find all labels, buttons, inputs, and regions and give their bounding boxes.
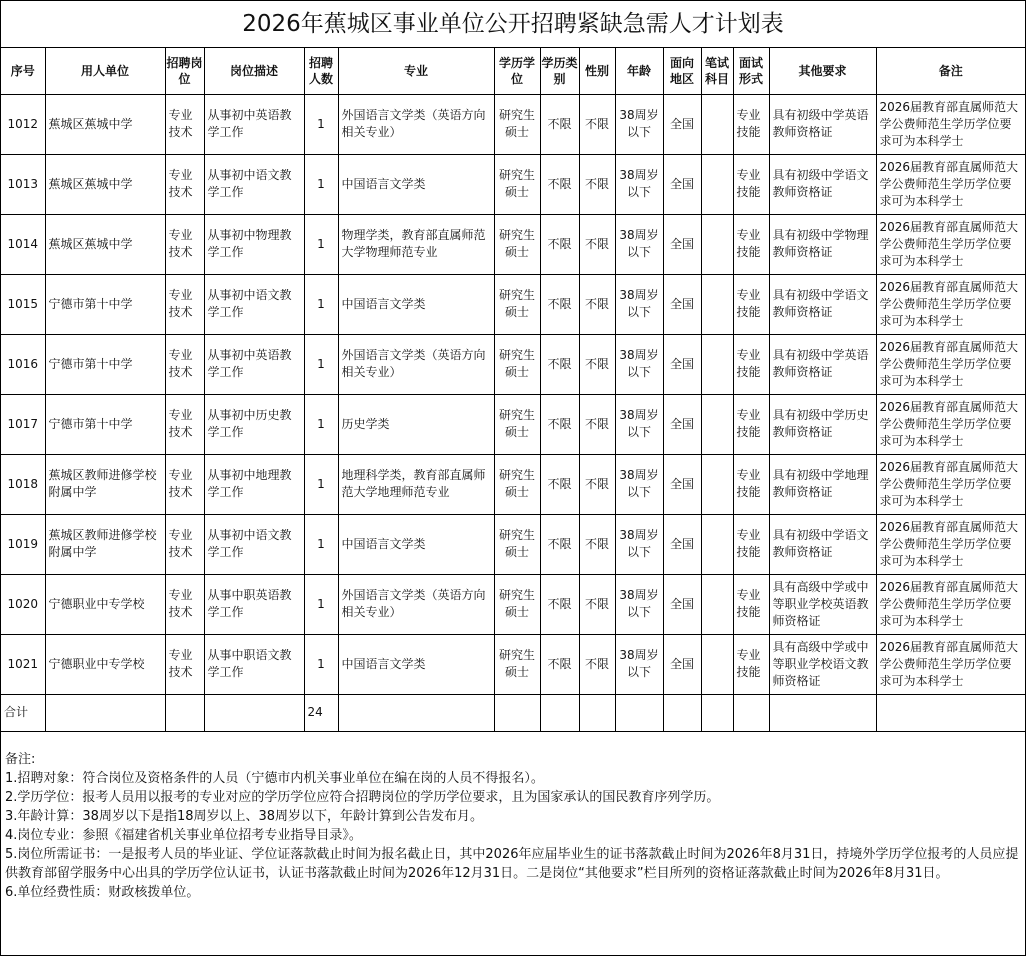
- interview-cell: 专业技能: [733, 214, 769, 274]
- category-cell: 不限: [540, 274, 579, 334]
- region-cell: 全国: [663, 274, 701, 334]
- age-cell: 38周岁以下: [615, 334, 663, 394]
- region-cell: 全国: [663, 394, 701, 454]
- other-cell: 具有初级中学语文教师资格证: [769, 154, 876, 214]
- interview-cell: 专业技能: [733, 274, 769, 334]
- count-cell: 1: [304, 634, 338, 694]
- unit-cell: 蕉城区蕉城中学: [45, 94, 165, 154]
- count-cell: 1: [304, 214, 338, 274]
- desc-cell: 从事初中物理教学工作: [204, 214, 304, 274]
- region-cell: 全国: [663, 154, 701, 214]
- recruitment-table: [1, 48, 1025, 732]
- desc-cell: 从事初中语文教学工作: [204, 514, 304, 574]
- gender-cell: 不限: [579, 154, 615, 214]
- gender-cell: 不限: [579, 634, 615, 694]
- other-cell: 具有初级中学地理教师资格证: [769, 454, 876, 514]
- unit-cell: 蕉城区教师进修学校附属中学: [45, 454, 165, 514]
- age-cell: 38周岁以下: [615, 154, 663, 214]
- degree-cell: 研究生硕士: [494, 394, 540, 454]
- major-cell: 中国语言文学类: [338, 634, 494, 694]
- count-cell: 1: [304, 274, 338, 334]
- other-cell: 具有高级中学或中等职业学校英语教师资格证: [769, 574, 876, 634]
- age-cell: 38周岁以下: [615, 454, 663, 514]
- exam-cell: [701, 514, 733, 574]
- gender-cell: 不限: [579, 94, 615, 154]
- count-cell: 1: [304, 574, 338, 634]
- desc-cell: 从事中职语文教学工作: [204, 634, 304, 694]
- col-header-degree: 学历学位: [494, 48, 540, 94]
- major-cell: 外国语言文学类（英语方向相关专业）: [338, 574, 494, 634]
- desc-cell: 从事初中历史教学工作: [204, 394, 304, 454]
- col-header-other: 其他要求: [769, 48, 876, 94]
- unit-cell: 蕉城区蕉城中学: [45, 214, 165, 274]
- serial-cell: 1019: [1, 514, 45, 574]
- col-header-note: 备注: [876, 48, 1025, 94]
- degree-cell: 研究生硕士: [494, 634, 540, 694]
- note-cell: 2026届教育部直属师范大学公费师范生学历学位要求可为本科学士: [876, 274, 1025, 334]
- note-cell: 2026届教育部直属师范大学公费师范生学历学位要求可为本科学士: [876, 634, 1025, 694]
- degree-cell: 研究生硕士: [494, 454, 540, 514]
- age-cell: 38周岁以下: [615, 214, 663, 274]
- total-count: 24: [304, 694, 338, 731]
- other-cell: 具有高级中学或中等职业学校语文教师资格证: [769, 634, 876, 694]
- gender-cell: 不限: [579, 334, 615, 394]
- note-cell: 2026届教育部直属师范大学公费师范生学历学位要求可为本科学士: [876, 154, 1025, 214]
- serial-cell: 1014: [1, 214, 45, 274]
- table-row: [1, 94, 1025, 154]
- region-cell: 全国: [663, 634, 701, 694]
- degree-cell: 研究生硕士: [494, 94, 540, 154]
- exam-cell: [701, 634, 733, 694]
- col-header-major: 专业: [338, 48, 494, 94]
- degree-cell: 研究生硕士: [494, 514, 540, 574]
- age-cell: 38周岁以下: [615, 274, 663, 334]
- category-cell: 不限: [540, 394, 579, 454]
- total-label: 合计: [1, 694, 45, 731]
- post-cell: 专业技术: [165, 154, 204, 214]
- notes-section: [1, 732, 1025, 902]
- table-row: [1, 394, 1025, 454]
- major-cell: 中国语言文学类: [338, 274, 494, 334]
- serial-cell: 1021: [1, 634, 45, 694]
- col-header-count: 招聘人数: [304, 48, 338, 94]
- post-cell: 专业技术: [165, 394, 204, 454]
- region-cell: 全国: [663, 214, 701, 274]
- degree-cell: 研究生硕士: [494, 214, 540, 274]
- degree-cell: 研究生硕士: [494, 334, 540, 394]
- interview-cell: 专业技能: [733, 154, 769, 214]
- age-cell: 38周岁以下: [615, 634, 663, 694]
- table-row: [1, 274, 1025, 334]
- gender-cell: 不限: [579, 274, 615, 334]
- exam-cell: [701, 94, 733, 154]
- post-cell: 专业技术: [165, 454, 204, 514]
- major-cell: 中国语言文学类: [338, 154, 494, 214]
- col-header-exam: 笔试科目: [701, 48, 733, 94]
- interview-cell: 专业技能: [733, 94, 769, 154]
- degree-cell: 研究生硕士: [494, 574, 540, 634]
- exam-cell: [701, 574, 733, 634]
- desc-cell: 从事初中语文教学工作: [204, 274, 304, 334]
- desc-cell: 从事初中地理教学工作: [204, 454, 304, 514]
- col-header-gender: 性别: [579, 48, 615, 94]
- region-cell: 全国: [663, 94, 701, 154]
- table-row: [1, 334, 1025, 394]
- note-cell: 2026届教育部直属师范大学公费师范生学历学位要求可为本科学士: [876, 214, 1025, 274]
- age-cell: 38周岁以下: [615, 394, 663, 454]
- gender-cell: 不限: [579, 394, 615, 454]
- unit-cell: 蕉城区蕉城中学: [45, 154, 165, 214]
- degree-cell: 研究生硕士: [494, 154, 540, 214]
- other-cell: 具有初级中学物理教师资格证: [769, 214, 876, 274]
- exam-cell: [701, 214, 733, 274]
- col-header-category: 学历类别: [540, 48, 579, 94]
- category-cell: 不限: [540, 334, 579, 394]
- table-row: [1, 214, 1025, 274]
- serial-cell: 1016: [1, 334, 45, 394]
- serial-cell: 1013: [1, 154, 45, 214]
- table-row: [1, 634, 1025, 694]
- major-cell: 外国语言文学类（英语方向相关专业）: [338, 334, 494, 394]
- note-item: 1.招聘对象：符合岗位及资格条件的人员（宁德市内机关事业单位在编在岗的人员不得报名）。: [5, 770, 544, 786]
- post-cell: 专业技术: [165, 94, 204, 154]
- region-cell: 全国: [663, 334, 701, 394]
- table-header-row: [1, 48, 1025, 94]
- exam-cell: [701, 274, 733, 334]
- post-cell: 专业技术: [165, 574, 204, 634]
- note-item: 5.岗位所需证书：一是报考人员的毕业证、学位证落款截止时间为报名截止日，其中2026年应届毕业生的证书落款截止时间为2026年8月31日，持境外学历学位报考的人员应提供教育部留学服务中心出具的学历学位认证书，认证书落款截止时间为2026年12月31日。二是岗位“其他要求”栏目所列的资格证落款截止时间为2026年8月31日。: [5, 846, 1019, 881]
- note-item: 3.年龄计算：38周岁以下是指18周岁以上、38周岁以下，年龄计算到公告发布月。: [5, 808, 484, 824]
- desc-cell: 从事初中英语教学工作: [204, 94, 304, 154]
- col-header-serial: 序号: [1, 48, 45, 94]
- col-header-desc: 岗位描述: [204, 48, 304, 94]
- col-header-post: 招聘岗位: [165, 48, 204, 94]
- post-cell: 专业技术: [165, 514, 204, 574]
- degree-cell: 研究生硕士: [494, 274, 540, 334]
- serial-cell: 1015: [1, 274, 45, 334]
- age-cell: 38周岁以下: [615, 514, 663, 574]
- interview-cell: 专业技能: [733, 514, 769, 574]
- category-cell: 不限: [540, 514, 579, 574]
- table-row: [1, 154, 1025, 214]
- other-cell: 具有初级中学英语教师资格证: [769, 334, 876, 394]
- serial-cell: 1018: [1, 454, 45, 514]
- category-cell: 不限: [540, 94, 579, 154]
- major-cell: 历史学类: [338, 394, 494, 454]
- note-cell: 2026届教育部直属师范大学公费师范生学历学位要求可为本科学士: [876, 454, 1025, 514]
- serial-cell: 1012: [1, 94, 45, 154]
- note-cell: 2026届教育部直属师范大学公费师范生学历学位要求可为本科学士: [876, 394, 1025, 454]
- total-row: [1, 694, 1025, 731]
- count-cell: 1: [304, 514, 338, 574]
- post-cell: 专业技术: [165, 634, 204, 694]
- col-header-unit: 用人单位: [45, 48, 165, 94]
- col-header-interview: 面试形式: [733, 48, 769, 94]
- interview-cell: 专业技能: [733, 394, 769, 454]
- page-title: 2026年蕉城区事业单位公开招聘紧缺急需人才计划表: [1, 1, 1025, 48]
- serial-cell: 1017: [1, 394, 45, 454]
- serial-cell: 1020: [1, 574, 45, 634]
- unit-cell: 宁德市第十中学: [45, 334, 165, 394]
- unit-cell: 宁德市第十中学: [45, 394, 165, 454]
- other-cell: 具有初级中学语文教师资格证: [769, 274, 876, 334]
- interview-cell: 专业技能: [733, 574, 769, 634]
- table-row: [1, 454, 1025, 514]
- count-cell: 1: [304, 154, 338, 214]
- note-item: 4.岗位专业：参照《福建省机关事业单位招考专业指导目录》。: [5, 827, 362, 843]
- desc-cell: 从事中职英语教学工作: [204, 574, 304, 634]
- note-cell: 2026届教育部直属师范大学公费师范生学历学位要求可为本科学士: [876, 574, 1025, 634]
- region-cell: 全国: [663, 454, 701, 514]
- table-row: [1, 574, 1025, 634]
- category-cell: 不限: [540, 634, 579, 694]
- category-cell: 不限: [540, 574, 579, 634]
- exam-cell: [701, 154, 733, 214]
- exam-cell: [701, 334, 733, 394]
- count-cell: 1: [304, 394, 338, 454]
- table-row: [1, 514, 1025, 574]
- desc-cell: 从事初中语文教学工作: [204, 154, 304, 214]
- col-header-age: 年龄: [615, 48, 663, 94]
- major-cell: 物理学类，教育部直属师范大学物理师范专业: [338, 214, 494, 274]
- category-cell: 不限: [540, 154, 579, 214]
- note-item: 6.单位经费性质：财政核拨单位。: [5, 884, 200, 900]
- unit-cell: 宁德职业中专学校: [45, 574, 165, 634]
- col-header-region: 面向地区: [663, 48, 701, 94]
- gender-cell: 不限: [579, 214, 615, 274]
- count-cell: 1: [304, 94, 338, 154]
- gender-cell: 不限: [579, 454, 615, 514]
- interview-cell: 专业技能: [733, 334, 769, 394]
- unit-cell: 蕉城区教师进修学校附属中学: [45, 514, 165, 574]
- major-cell: 中国语言文学类: [338, 514, 494, 574]
- count-cell: 1: [304, 334, 338, 394]
- unit-cell: 宁德市第十中学: [45, 274, 165, 334]
- count-cell: 1: [304, 454, 338, 514]
- other-cell: 具有初级中学英语教师资格证: [769, 94, 876, 154]
- desc-cell: 从事初中英语教学工作: [204, 334, 304, 394]
- age-cell: 38周岁以下: [615, 94, 663, 154]
- region-cell: 全国: [663, 574, 701, 634]
- exam-cell: [701, 394, 733, 454]
- other-cell: 具有初级中学语文教师资格证: [769, 514, 876, 574]
- gender-cell: 不限: [579, 574, 615, 634]
- gender-cell: 不限: [579, 514, 615, 574]
- post-cell: 专业技术: [165, 274, 204, 334]
- age-cell: 38周岁以下: [615, 574, 663, 634]
- unit-cell: 宁德职业中专学校: [45, 634, 165, 694]
- interview-cell: 专业技能: [733, 454, 769, 514]
- other-cell: 具有初级中学历史教师资格证: [769, 394, 876, 454]
- note-cell: 2026届教育部直属师范大学公费师范生学历学位要求可为本科学士: [876, 94, 1025, 154]
- major-cell: 外国语言文学类（英语方向相关专业）: [338, 94, 494, 154]
- exam-cell: [701, 454, 733, 514]
- note-cell: 2026届教育部直属师范大学公费师范生学历学位要求可为本科学士: [876, 334, 1025, 394]
- notes-heading: 备注:: [5, 751, 36, 767]
- major-cell: 地理科学类，教育部直属师范大学地理师范专业: [338, 454, 494, 514]
- category-cell: 不限: [540, 214, 579, 274]
- region-cell: 全国: [663, 514, 701, 574]
- category-cell: 不限: [540, 454, 579, 514]
- post-cell: 专业技术: [165, 334, 204, 394]
- table-body: [1, 94, 1025, 694]
- post-cell: 专业技术: [165, 214, 204, 274]
- interview-cell: 专业技能: [733, 634, 769, 694]
- note-cell: 2026届教育部直属师范大学公费师范生学历学位要求可为本科学士: [876, 514, 1025, 574]
- note-item: 2.学历学位：报考人员用以报考的专业对应的学历学位应符合招聘岗位的学历学位要求，且为国家承认的国民教育序列学历。: [5, 789, 720, 805]
